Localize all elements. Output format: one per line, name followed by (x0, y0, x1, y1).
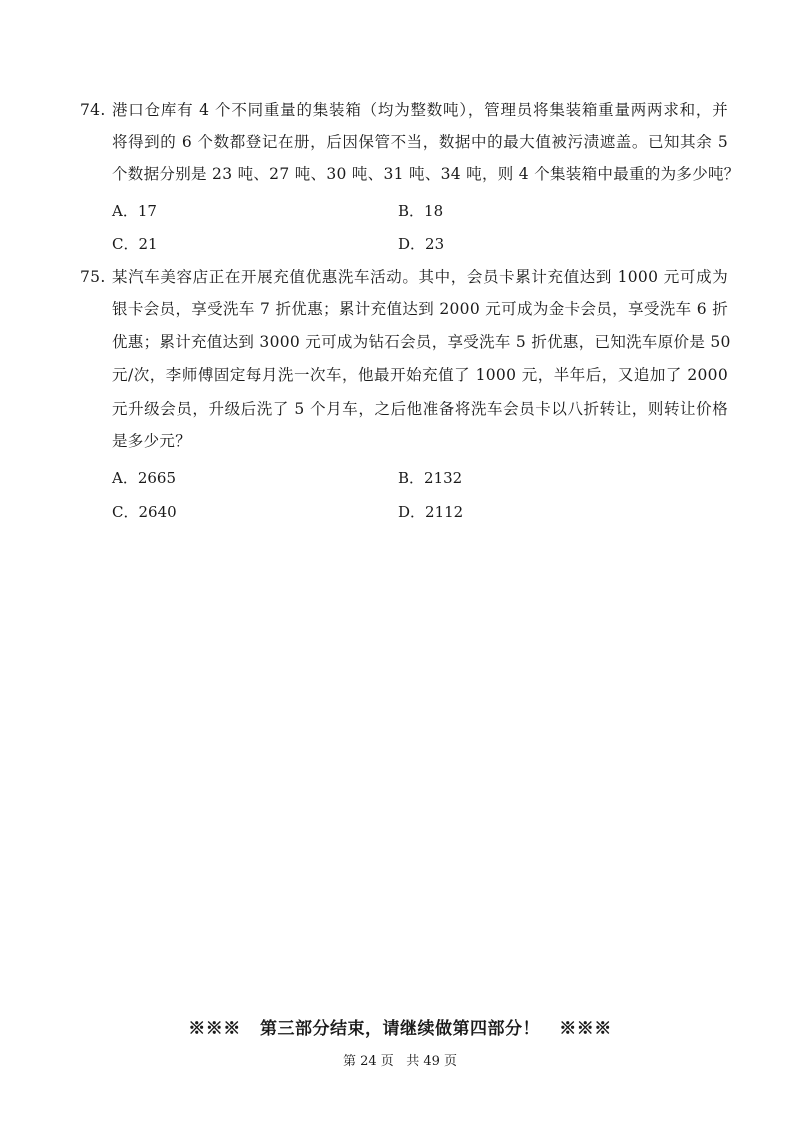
question-text-line: 将得到的 6 个数都登记在册，后因保管不当，数据中的最大值被污渍遮盖。已知其余 5 (112, 133, 728, 151)
option-value: 2665 (137, 469, 177, 487)
option-value: 23 (425, 235, 445, 253)
question-number: 74. (80, 101, 106, 119)
option-d[interactable] (398, 234, 444, 254)
option-label: B． (398, 202, 425, 220)
question-number: 75. (80, 268, 106, 286)
option-value: 2112 (425, 503, 464, 521)
option-label: A． (112, 202, 138, 220)
question-74 (80, 100, 740, 260)
option-b[interactable] (398, 201, 443, 221)
option-value: 21 (138, 235, 158, 253)
section-end-banner: ※※※ 第三部分结束，请继续做第四部分！ ※※※ (188, 1019, 612, 1039)
question-text-line: 银卡会员，享受洗车 7 折优惠；累计充值达到 2000 元可成为金卡会员，享受洗车 6 折 (112, 300, 728, 318)
option-a[interactable] (112, 201, 157, 221)
question-text-line: 优惠；累计充值达到 3000 元可成为钻石会员，享受洗车 5 折优惠，已知洗车原价是 50 (112, 333, 731, 351)
option-b[interactable] (398, 468, 462, 488)
option-label: A． (112, 469, 138, 487)
question-text-line: 是多少元？ (112, 432, 192, 450)
option-value: 18 (424, 202, 444, 220)
option-c[interactable] (112, 234, 158, 254)
option-label: B． (398, 469, 425, 487)
option-value: 2132 (424, 469, 463, 487)
option-label: D． (398, 503, 426, 521)
page-number: 第 24 页 共 49 页 (342, 1054, 457, 1069)
question-text-line: 港口仓库有 4 个不同重量的集装箱（均为整数吨），管理员将集装箱重量两两求和，并 (112, 101, 728, 119)
question-text-line: 元/次，李师傅固定每月洗一次车，他最开始充值了 1000 元，半年后，又追加了 2000 (112, 366, 728, 384)
option-label: C． (112, 503, 139, 521)
option-d[interactable] (398, 502, 463, 522)
option-label: C． (112, 235, 139, 253)
option-value: 17 (137, 202, 157, 220)
option-label: D． (398, 235, 426, 253)
question-text-line: 个数据分别是 23 吨、27 吨、30 吨、31 吨、34 吨，则 4 个集装箱中最重的为多少吨？ (112, 165, 740, 183)
option-value: 2640 (138, 503, 177, 521)
question-text-line: 元升级会员，升级后洗了 5 个月车，之后他准备将洗车会员卡以八折转让，则转让价格 (112, 400, 728, 418)
question-75 (80, 267, 731, 527)
option-c[interactable] (112, 502, 177, 522)
question-text-line: 某汽车美容店正在开展充值优惠洗车活动。其中，会员卡累计充值达到 1000 元可成为 (112, 268, 728, 286)
option-a[interactable] (112, 468, 176, 488)
